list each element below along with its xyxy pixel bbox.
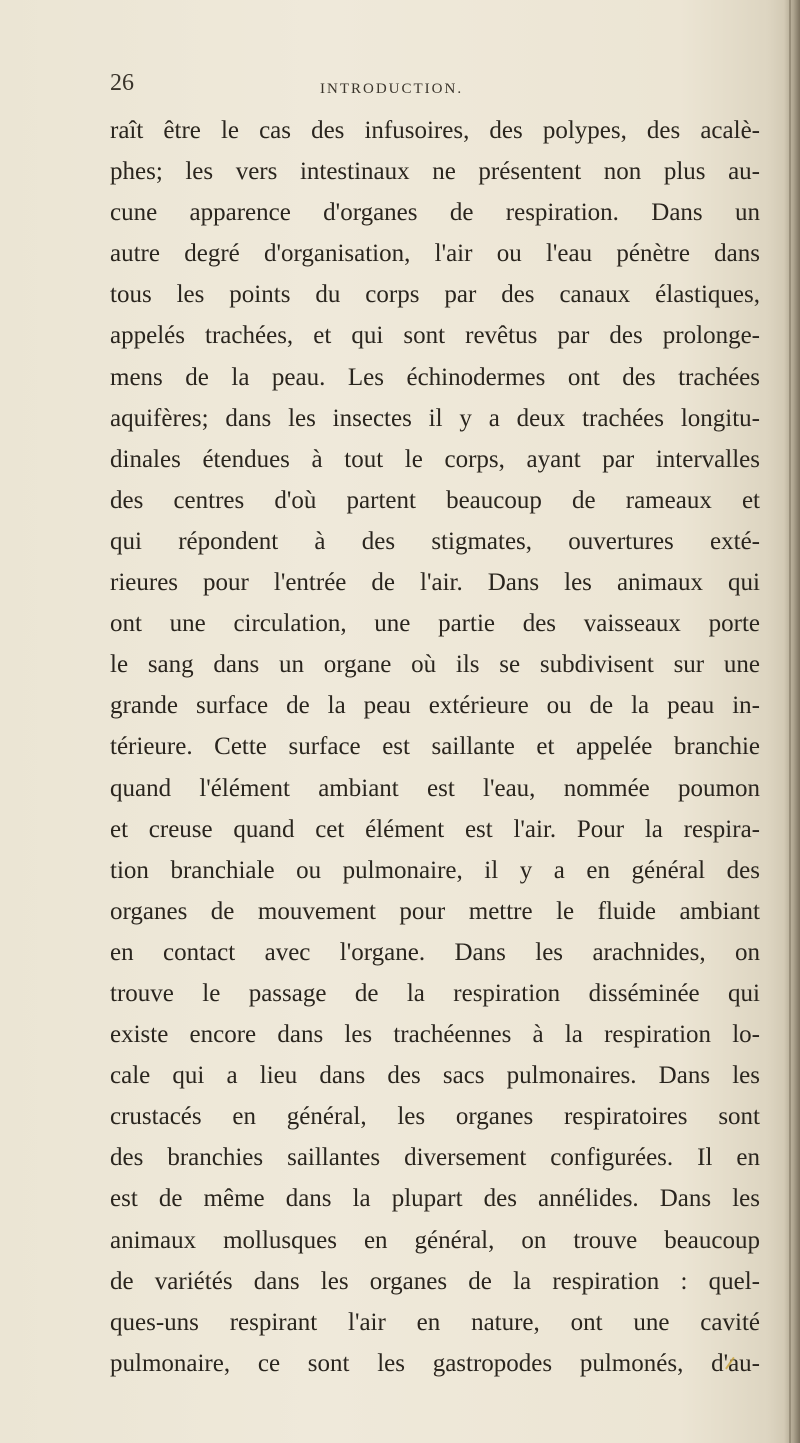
page-edge-shadow <box>784 0 800 1443</box>
text-line: des branchies saillantes diversement configurées. Il en <box>110 1144 760 1172</box>
text-line: crustacés en général, les organes respiratoires sont <box>110 1103 760 1131</box>
text-line: tion branchiale ou pulmonaire, il y a en général des <box>110 856 760 884</box>
running-head: INTRODUCTION. <box>320 81 464 97</box>
text-line: organes de mouvement pour mettre le fluide ambiant <box>110 897 760 925</box>
text-line: des centres d'où partent beaucoup de rameaux et <box>110 486 760 514</box>
text-line: ques-uns respirant l'air en nature, ont une cavité <box>110 1308 760 1336</box>
text-line: trouve le passage de la respiration disséminée qui <box>110 979 760 1007</box>
text-line: dinales étendues à tout le corps, ayant par intervalles <box>110 445 760 473</box>
text-line: et creuse quand cet élément est l'air. Pour la respira- <box>110 815 760 843</box>
text-line: cune apparence d'organes de respiration. Dans un <box>110 199 760 227</box>
text-line: en contact avec l'organe. Dans les arachnides, on <box>110 938 760 966</box>
text-line: phes; les vers intestinaux ne présentent non plus au- <box>110 158 760 186</box>
text-line: animaux mollusques en général, on trouve beaucoup <box>110 1226 760 1254</box>
text-line: existe encore dans les trachéennes à la respiration lo- <box>110 1021 760 1049</box>
page-edge-line <box>789 0 791 1443</box>
text-line: appelés trachées, et qui sont revêtus par des prolonge- <box>110 322 760 350</box>
text-line: ont une circulation, une partie des vaisseaux porte <box>110 610 760 638</box>
text-line: qui répondent à des stigmates, ouvertures exté- <box>110 527 760 555</box>
text-line: raît être le cas des infusoires, des polypes, des acalè- <box>110 117 760 144</box>
text-line: mens de la peau. Les échinodermes ont des trachées <box>110 363 760 391</box>
text-line: de variétés dans les organes de la respiration : quel- <box>110 1267 760 1295</box>
text-line: est de même dans la plupart des annélides. Dans les <box>110 1185 760 1213</box>
text-line: grande surface de la peau extérieure ou de la peau in- <box>110 692 760 720</box>
page-number: 26 <box>110 70 134 96</box>
text-line: aquifères; dans les insectes il y a deux trachées longitu- <box>110 404 760 432</box>
text-line: térieure. Cette surface est saillante et appelée branchie <box>110 733 760 761</box>
text-line: pulmonaire, ce sont les gastropodes pulmonés, d'au- <box>110 1349 760 1377</box>
text-line: rieures pour l'entrée de l'air. Dans les animaux qui <box>110 569 760 597</box>
text-line: quand l'élément ambiant est l'eau, nommée poumon <box>110 774 760 802</box>
page-header <box>110 70 750 110</box>
text-line: cale qui a lieu dans des sacs pulmonaires. Dans les <box>110 1062 760 1090</box>
text-line: tous les points du corps par des canaux élastiques, <box>110 281 760 309</box>
text-line: autre degré d'organisation, l'air ou l'eau pénètre dans <box>110 240 760 268</box>
text-line: le sang dans un organe où ils se subdivisent sur une <box>110 651 760 679</box>
body-text <box>110 110 760 1384</box>
